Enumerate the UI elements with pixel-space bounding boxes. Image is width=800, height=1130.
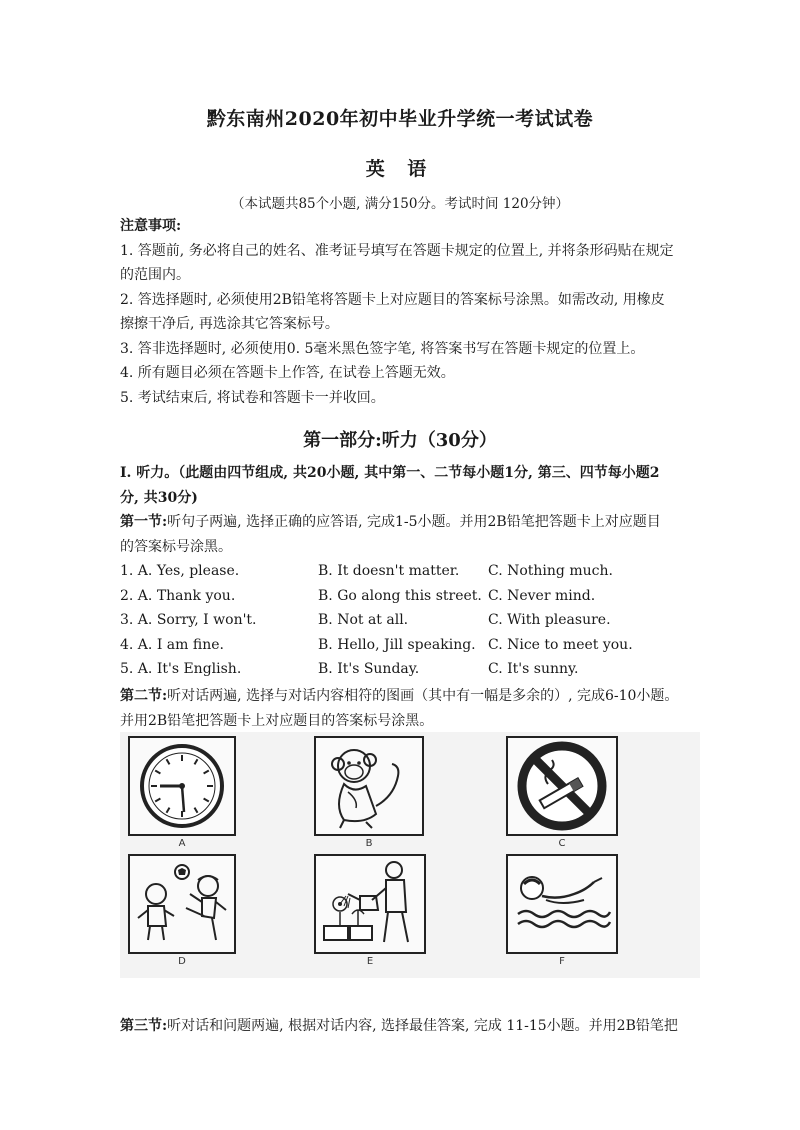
question-row	[120, 633, 700, 658]
picture-d	[128, 854, 236, 954]
listening-section-three	[120, 1014, 700, 1039]
picture-b	[314, 736, 424, 836]
picture-label: F	[559, 956, 565, 967]
section-text: 听对话和问题两遍, 根据对话内容, 选择最佳答案, 完成 11-15小题。并用2B铅笔把	[167, 1018, 678, 1034]
option-b: B. It's Sunday.	[318, 661, 420, 678]
section-text: 听对话两遍, 选择与对话内容相符的图画（其中有一幅是多余的）, 完成6-10小题。	[167, 688, 679, 704]
section-label: 第一节:	[120, 514, 168, 530]
swimming-icon	[506, 854, 618, 954]
option-b: B. It doesn't matter.	[318, 563, 460, 580]
option-c: C. Never mind.	[488, 587, 596, 604]
option-b: B. Hello, Jill speaking.	[318, 636, 476, 653]
picture-e	[314, 854, 426, 954]
note-line: 擦擦干净后, 再选涂其它答案标号。	[120, 316, 339, 332]
section-one-instruction	[120, 510, 700, 535]
notes-section	[120, 214, 700, 410]
section-three-instruction	[120, 1014, 700, 1039]
picture-label: C	[558, 838, 566, 849]
listening-intro: I. 听力。（此题由四节组成, 共20小题, 其中第一、二节每小题1分, 第三、四节每小题2	[120, 465, 660, 481]
section-two-instruction	[120, 684, 700, 709]
listening-section-one	[120, 461, 700, 682]
no-smoking-icon	[506, 736, 618, 836]
picture-panel	[120, 732, 700, 978]
picture-c	[506, 736, 618, 836]
note-line: 5. 考试结束后, 将试卷和答题卡一并收回。	[120, 389, 385, 406]
subject-title: 英 语	[365, 158, 435, 180]
picture-label: A	[178, 838, 186, 849]
picture-label: D	[178, 956, 186, 967]
note-line: 的范围内。	[120, 267, 190, 283]
section-label: 第三节:	[120, 1018, 168, 1034]
option-a: 3. A. Sorry, I won't.	[120, 612, 257, 629]
option-a: 5. A. It's English.	[120, 661, 242, 678]
note-line: 3. 答非选择题时, 必须使用0. 5毫米黑色签字笔, 将答案书写在答题卡规定的位置上。	[120, 340, 645, 357]
option-b: B. Go along this street.	[318, 587, 482, 604]
clock-icon	[128, 736, 236, 836]
exam-title: 黔东南州2020年初中毕业升学统一考试试卷	[206, 108, 594, 130]
option-b: B. Not at all.	[318, 612, 409, 629]
note-line: 1. 答题前, 务必将自己的姓名、准考证号填写在答题卡规定的位置上, 并将条形码贴在规定	[120, 242, 674, 259]
option-c: C. Nice to meet you.	[488, 636, 633, 653]
question-row	[120, 608, 700, 633]
picture-f	[506, 854, 618, 954]
notes-heading: 注意事项:	[120, 218, 182, 234]
section-one-instruction-cont: 的答案标号涂黑。	[120, 538, 232, 555]
question-list	[120, 559, 700, 682]
option-c: C. Nothing much.	[488, 563, 613, 580]
football-kids-icon	[128, 854, 236, 954]
monkey-icon	[314, 736, 424, 836]
question-row	[120, 559, 700, 584]
section-two-instruction-cont: 并用2B铅笔把答题卡上对应题目的答案标号涂黑。	[120, 712, 434, 729]
question-row	[120, 584, 700, 609]
listening-intro-cont: 分, 共30分)	[120, 489, 198, 506]
option-c: C. With pleasure.	[488, 612, 611, 629]
picture-label: E	[366, 956, 374, 967]
option-a: 2. A. Thank you.	[120, 587, 236, 604]
picture-label: B	[365, 838, 373, 849]
question-row	[120, 657, 700, 682]
option-a: 4. A. I am fine.	[120, 636, 224, 653]
watering-flowers-icon	[314, 854, 426, 954]
section-text: 听句子两遍, 选择正确的应答语, 完成1-5小题。并用2B铅笔把答题卡上对应题目	[167, 514, 661, 530]
picture-a	[128, 736, 236, 836]
option-a: 1. A. Yes, please.	[120, 563, 240, 580]
note-line: 2. 答选择题时, 必须使用2B铅笔将答题卡上对应题目的答案标号涂黑。如需改动, 用橡皮	[120, 291, 665, 308]
section-label: 第二节:	[120, 688, 168, 704]
part-one-title: 第一部分:听力（30分）	[303, 430, 497, 451]
exam-info: （本试题共85个小题, 满分150分。考试时间 120分钟）	[230, 196, 570, 212]
note-line: 4. 所有题目必须在答题卡上作答, 在试卷上答题无效。	[120, 365, 455, 381]
listening-section-two	[120, 684, 700, 733]
option-c: C. It's sunny.	[488, 661, 579, 678]
